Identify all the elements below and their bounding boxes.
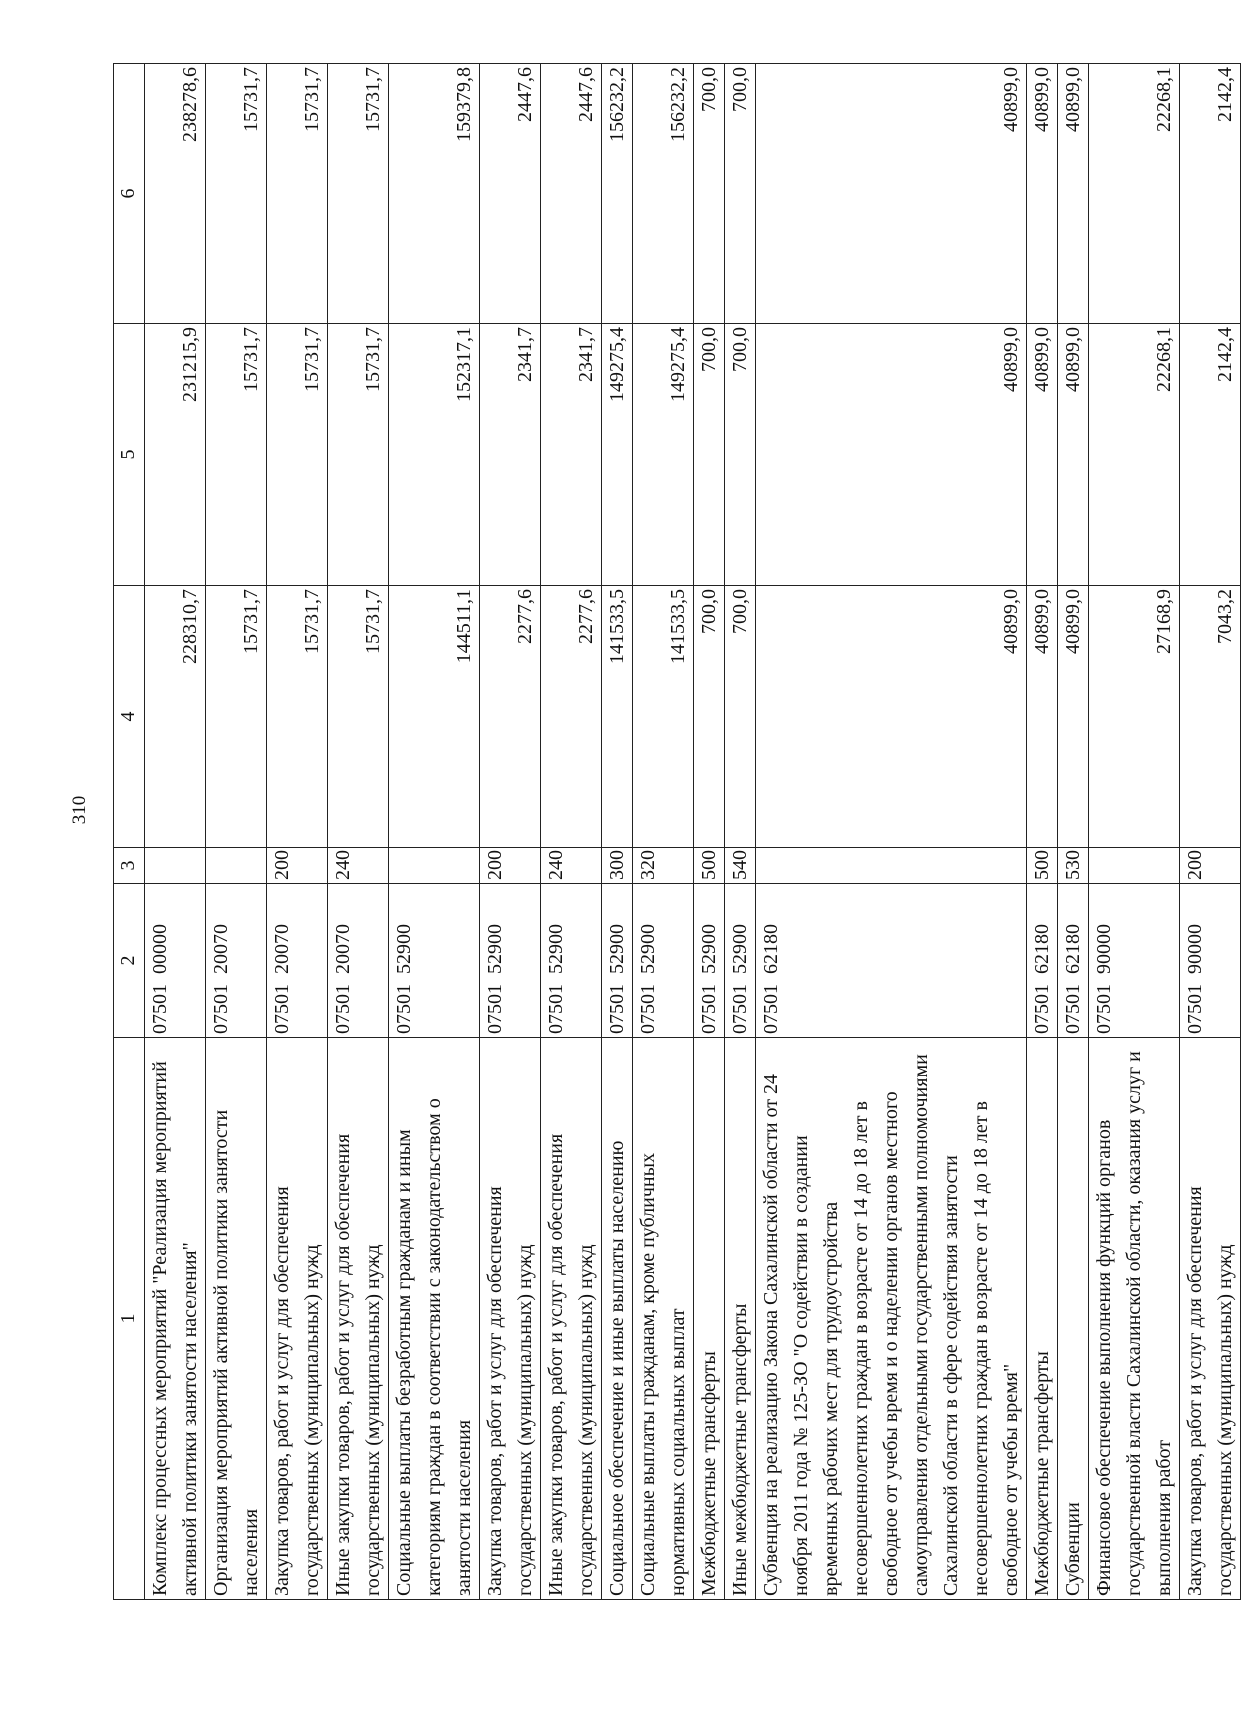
program-code: 07501 xyxy=(484,984,506,1034)
program-code: 07501 xyxy=(149,984,171,1034)
amount-col-6: 40899,0 xyxy=(756,64,1027,324)
table-row xyxy=(602,64,633,1600)
table-row xyxy=(267,64,328,1600)
table-row xyxy=(1089,64,1180,1600)
target-article-code xyxy=(602,884,633,1038)
table-row xyxy=(206,64,267,1600)
program-code: 07501 xyxy=(545,984,567,1034)
amount-col-5: 15731,7 xyxy=(206,324,267,586)
amount-col-4: 7043,2 xyxy=(1180,586,1241,848)
expense-type-code xyxy=(389,848,480,884)
expense-type-code: 200 xyxy=(267,848,328,884)
table-row xyxy=(756,64,1027,1600)
expense-type-code xyxy=(206,848,267,884)
direction-code: 52900 xyxy=(484,924,506,974)
amount-col-5: 700,0 xyxy=(725,324,756,586)
table-row xyxy=(1027,64,1058,1600)
amount-col-6: 2447,6 xyxy=(480,64,541,324)
amount-col-6: 159379,8 xyxy=(389,64,480,324)
program-code: 07501 xyxy=(1093,984,1115,1034)
amount-col-5: 40899,0 xyxy=(1027,324,1058,586)
direction-code: 62180 xyxy=(1062,924,1084,974)
col-header-1: 1 xyxy=(114,1038,145,1600)
program-code: 07501 xyxy=(1062,984,1084,1034)
amount-col-5: 700,0 xyxy=(694,324,725,586)
budget-table xyxy=(113,63,1241,1600)
amount-col-4: 15731,7 xyxy=(206,586,267,848)
target-article-code xyxy=(480,884,541,1038)
amount-col-4: 15731,7 xyxy=(267,586,328,848)
amount-col-4: 27168,9 xyxy=(1089,586,1180,848)
direction-code: 00000 xyxy=(149,924,171,974)
direction-code: 90000 xyxy=(1184,924,1206,974)
amount-col-4: 40899,0 xyxy=(1027,586,1058,848)
amount-col-4: 40899,0 xyxy=(756,586,1027,848)
expense-type-code: 200 xyxy=(1180,848,1241,884)
table-row xyxy=(328,64,389,1600)
col-header-3: 3 xyxy=(114,848,145,884)
direction-code: 20070 xyxy=(332,924,354,974)
row-name: Финансовое обеспечение выполнения функций органов государственной власти Сахалинской области, оказания услуг и выполнения работ xyxy=(1089,1038,1180,1600)
amount-col-4: 2277,6 xyxy=(480,586,541,848)
program-code: 07501 xyxy=(271,984,293,1034)
amount-col-5: 2142,4 xyxy=(1180,324,1241,586)
amount-col-6: 700,0 xyxy=(694,64,725,324)
direction-code: 52900 xyxy=(606,924,628,974)
row-name: Иные закупки товаров, работ и услуг для обеспечения государственных (муниципальных) нужд xyxy=(328,1038,389,1600)
expense-type-code: 540 xyxy=(725,848,756,884)
program-code: 07501 xyxy=(332,984,354,1034)
row-name: Иные межбюджетные трансферты xyxy=(725,1038,756,1600)
target-article-code xyxy=(725,884,756,1038)
target-article-code xyxy=(1027,884,1058,1038)
amount-col-6: 2142,4 xyxy=(1180,64,1241,324)
col-header-2: 2 xyxy=(114,884,145,1038)
amount-col-6: 15731,7 xyxy=(328,64,389,324)
amount-col-6: 156232,2 xyxy=(633,64,694,324)
amount-col-5: 149275,4 xyxy=(633,324,694,586)
direction-code: 52900 xyxy=(393,924,415,974)
amount-col-4: 700,0 xyxy=(725,586,756,848)
target-article-code xyxy=(756,884,1027,1038)
direction-code: 62180 xyxy=(760,924,782,974)
row-name: Иные закупки товаров, работ и услуг для обеспечения государственных (муниципальных) нужд xyxy=(541,1038,602,1600)
row-name: Закупка товаров, работ и услуг для обеспечения государственных (муниципальных) нужд xyxy=(1180,1038,1241,1600)
target-article-code xyxy=(694,884,725,1038)
table-row xyxy=(389,64,480,1600)
page-number: 310 xyxy=(69,795,90,825)
amount-col-6: 15731,7 xyxy=(206,64,267,324)
amount-col-6: 40899,0 xyxy=(1058,64,1089,324)
row-name: Социальные выплаты безработным гражданам и иным категориям граждан в соответствии с законодательством о занятости населения xyxy=(389,1038,480,1600)
amount-col-6: 40899,0 xyxy=(1027,64,1058,324)
row-name: Субвенция на реализацию Закона Сахалинской области от 24 ноября 2011 года № 125-ЗО "О содействии в создании временных рабочих мест для трудоустройства несовершеннолетних граждан в возрасте от 14 до 18 лет в свободное от учебы время и о наделении органов местного самоуправления отдельными государственными полномочиями Сахалинской области в сфере содействия занятости несовершеннолетних граждан в возрасте от 14 до 18 лет в свободное от учебы время" xyxy=(756,1038,1027,1600)
expense-type-code: 320 xyxy=(633,848,694,884)
amount-col-6: 156232,2 xyxy=(602,64,633,324)
expense-type-code xyxy=(756,848,1027,884)
amount-col-4: 15731,7 xyxy=(328,586,389,848)
target-article-code xyxy=(541,884,602,1038)
program-code: 07501 xyxy=(606,984,628,1034)
row-name: Организация мероприятий активной политики занятости населения xyxy=(206,1038,267,1600)
row-name: Субвенции xyxy=(1058,1038,1089,1600)
amount-col-5: 231215,9 xyxy=(145,324,206,586)
amount-col-5: 40899,0 xyxy=(1058,324,1089,586)
amount-col-6: 238278,6 xyxy=(145,64,206,324)
direction-code: 20070 xyxy=(210,924,232,974)
table-row xyxy=(1058,64,1089,1600)
header-row xyxy=(114,64,145,1600)
col-header-5: 5 xyxy=(114,324,145,586)
amount-col-6: 22268,1 xyxy=(1089,64,1180,324)
amount-col-5: 149275,4 xyxy=(602,324,633,586)
direction-code: 52900 xyxy=(729,924,751,974)
program-code: 07501 xyxy=(1184,984,1206,1034)
direction-code: 20070 xyxy=(271,924,293,974)
row-name: Закупка товаров, работ и услуг для обеспечения государственных (муниципальных) нужд xyxy=(267,1038,328,1600)
expense-type-code: 500 xyxy=(694,848,725,884)
table-row xyxy=(633,64,694,1600)
target-article-code xyxy=(206,884,267,1038)
amount-col-4: 144511,1 xyxy=(389,586,480,848)
amount-col-4: 141533,5 xyxy=(633,586,694,848)
row-name: Межбюджетные трансферты xyxy=(1027,1038,1058,1600)
amount-col-6: 700,0 xyxy=(725,64,756,324)
program-code: 07501 xyxy=(698,984,720,1034)
table-row xyxy=(480,64,541,1600)
direction-code: 62180 xyxy=(1031,924,1053,974)
program-code: 07501 xyxy=(1031,984,1053,1034)
expense-type-code: 240 xyxy=(328,848,389,884)
row-name: Социальное обеспечение и иные выплаты населению xyxy=(602,1038,633,1600)
expense-type-code: 500 xyxy=(1027,848,1058,884)
row-name: Социальные выплаты гражданам, кроме публичных нормативных социальных выплат xyxy=(633,1038,694,1600)
col-header-6: 6 xyxy=(114,64,145,324)
direction-code: 90000 xyxy=(1093,924,1115,974)
col-header-4: 4 xyxy=(114,586,145,848)
expense-type-code: 530 xyxy=(1058,848,1089,884)
row-name: Комплекс процессных мероприятий "Реализация мероприятий активной политики занятости населения" xyxy=(145,1038,206,1600)
target-article-code xyxy=(145,884,206,1038)
amount-col-4: 2277,6 xyxy=(541,586,602,848)
amount-col-5: 22268,1 xyxy=(1089,324,1180,586)
program-code: 07501 xyxy=(729,984,751,1034)
direction-code: 52900 xyxy=(698,924,720,974)
table-row xyxy=(145,64,206,1600)
target-article-code xyxy=(1058,884,1089,1038)
table-row xyxy=(725,64,756,1600)
amount-col-5: 15731,7 xyxy=(267,324,328,586)
amount-col-4: 228310,7 xyxy=(145,586,206,848)
rotated-page xyxy=(113,64,1236,1600)
direction-code: 52900 xyxy=(545,924,567,974)
amount-col-6: 2447,6 xyxy=(541,64,602,324)
direction-code: 52900 xyxy=(637,924,659,974)
row-name: Закупка товаров, работ и услуг для обеспечения государственных (муниципальных) нужд xyxy=(480,1038,541,1600)
expense-type-code: 200 xyxy=(480,848,541,884)
program-code: 07501 xyxy=(210,984,232,1034)
amount-col-5: 2341,7 xyxy=(480,324,541,586)
expense-type-code xyxy=(145,848,206,884)
amount-col-4: 40899,0 xyxy=(1058,586,1089,848)
expense-type-code: 300 xyxy=(602,848,633,884)
target-article-code xyxy=(633,884,694,1038)
program-code: 07501 xyxy=(760,984,782,1034)
expense-type-code xyxy=(1089,848,1180,884)
amount-col-5: 152317,1 xyxy=(389,324,480,586)
table-row xyxy=(1180,64,1241,1600)
amount-col-4: 700,0 xyxy=(694,586,725,848)
amount-col-4: 141533,5 xyxy=(602,586,633,848)
target-article-code xyxy=(1089,884,1180,1038)
program-code: 07501 xyxy=(393,984,415,1034)
table-row xyxy=(541,64,602,1600)
target-article-code xyxy=(267,884,328,1038)
target-article-code xyxy=(389,884,480,1038)
expense-type-code: 240 xyxy=(541,848,602,884)
amount-col-6: 15731,7 xyxy=(267,64,328,324)
program-code: 07501 xyxy=(637,984,659,1034)
amount-col-5: 2341,7 xyxy=(541,324,602,586)
row-name: Межбюджетные трансферты xyxy=(694,1038,725,1600)
amount-col-5: 15731,7 xyxy=(328,324,389,586)
amount-col-5: 40899,0 xyxy=(756,324,1027,586)
target-article-code xyxy=(1180,884,1241,1038)
target-article-code xyxy=(328,884,389,1038)
table-row xyxy=(694,64,725,1600)
